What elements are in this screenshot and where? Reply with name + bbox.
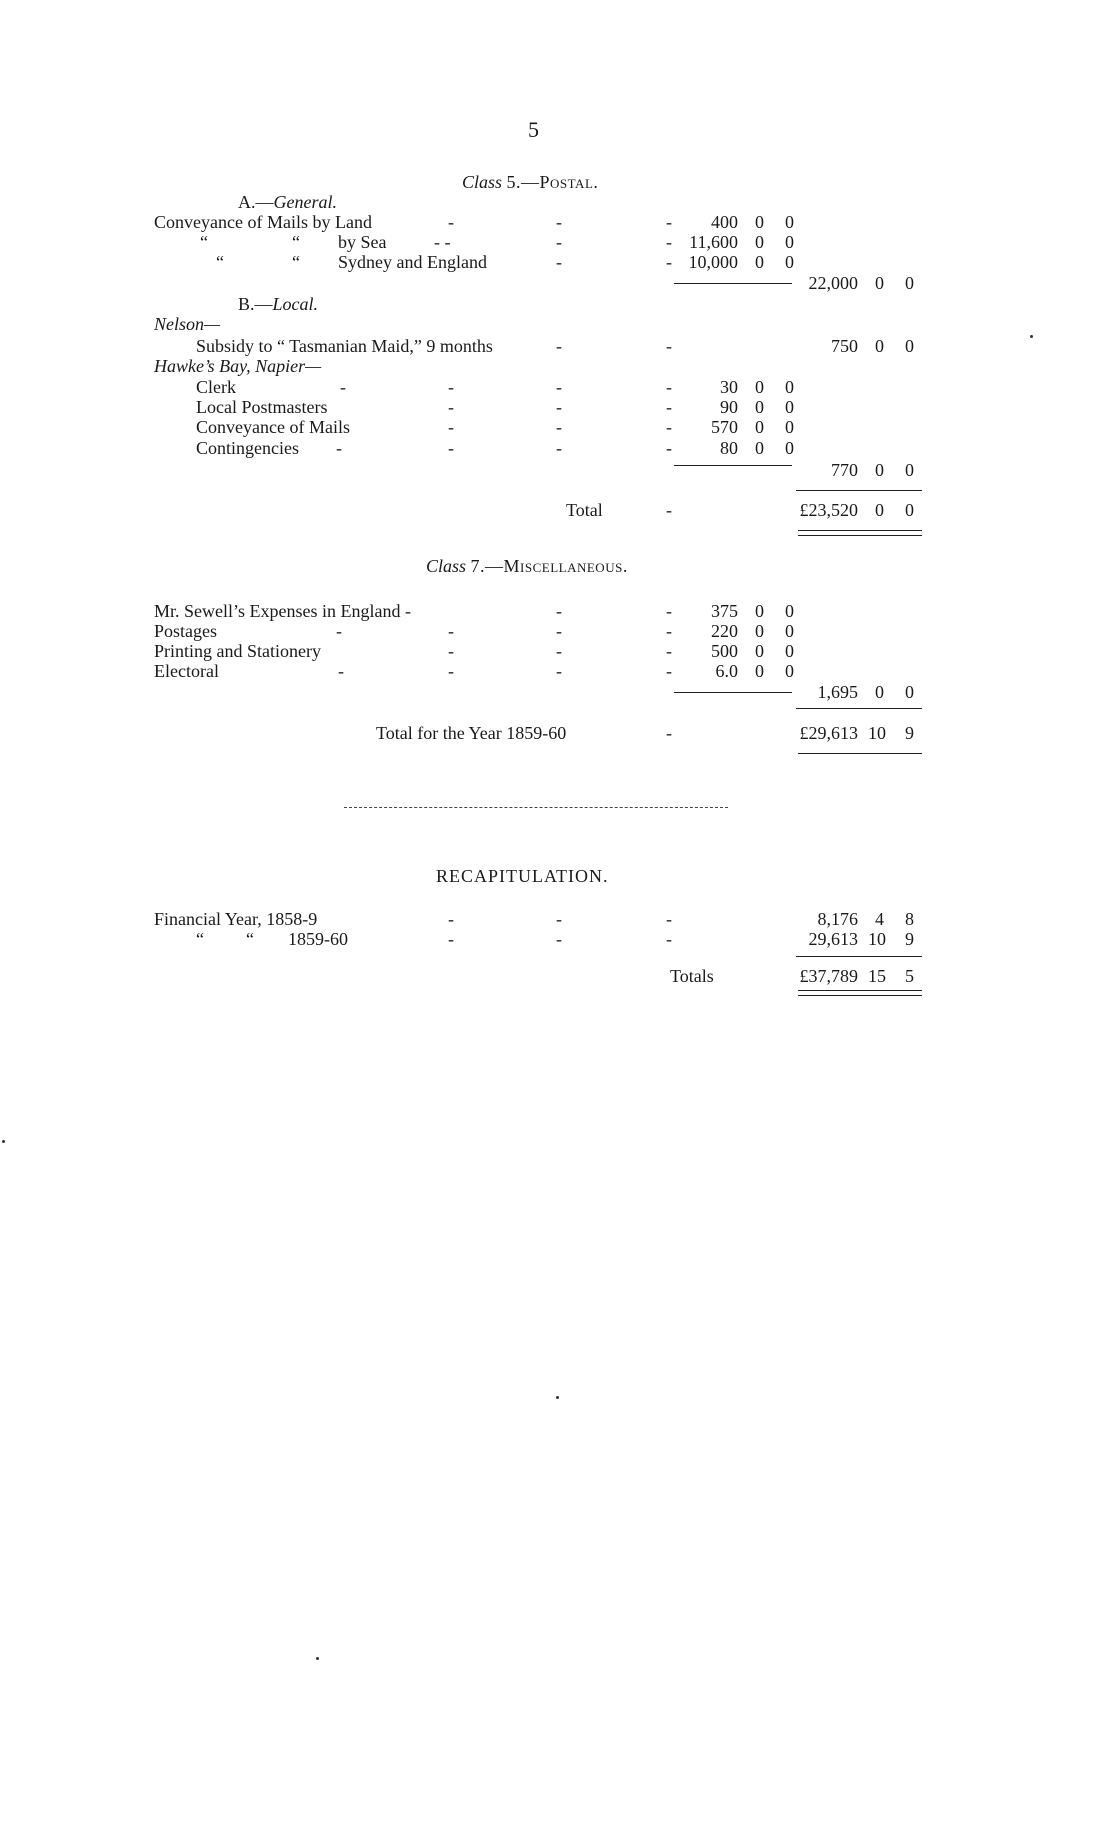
leader-dash: -: [556, 438, 562, 458]
general-total-pounds: 22,000: [808, 273, 858, 293]
amount-pounds: 10,000: [688, 252, 738, 272]
postal-total-pounds: £23,520: [799, 500, 858, 520]
double-rule: [798, 753, 922, 754]
misc-total-pence: 0: [905, 682, 914, 702]
leader-dash: -: [556, 252, 562, 272]
local-heading: B.—Local.: [238, 294, 319, 314]
leader-dash: - -: [434, 232, 451, 252]
misc-total-pounds: 1,695: [817, 682, 858, 702]
hawkes-total-shillings: 0: [875, 460, 884, 480]
print-speck: [2, 1140, 5, 1143]
double-rule: [798, 535, 922, 536]
leader-dash: -: [666, 417, 672, 437]
leader-dash: -: [666, 723, 672, 743]
amount-shillings: 0: [755, 438, 764, 458]
amount-shillings: 0: [755, 397, 764, 417]
misc-row-label: Electoral: [154, 661, 219, 681]
recap-row-label: Financial Year, 1858-9: [154, 909, 318, 929]
leader-dash: -: [556, 377, 562, 397]
leader-dash: -: [556, 661, 562, 681]
hawkes-row-label: Local Postmasters: [196, 397, 328, 417]
page-number: 5: [528, 117, 539, 142]
leader-dash: -: [666, 232, 672, 252]
leader-dash: -: [448, 417, 454, 437]
misc-row-label: Mr. Sewell’s Expenses in England -: [154, 601, 411, 621]
postal-total-shillings: 0: [875, 500, 884, 520]
hawkes-bay-heading: Hawke’s Bay, Napier—: [154, 356, 322, 376]
leader-dash: -: [666, 661, 672, 681]
leader-dash: -: [448, 397, 454, 417]
amount-shillings: 0: [755, 417, 764, 437]
total-rule: [796, 490, 922, 491]
leader-dash: -: [666, 601, 672, 621]
hawkes-total-pounds: 770: [831, 460, 858, 480]
postal-heading: Class 5.—Postal.: [462, 172, 599, 192]
recap-shillings: 10: [868, 929, 886, 949]
leader-dash: -: [338, 661, 344, 681]
amount-pounds: 220: [711, 621, 738, 641]
amount-pence: 0: [785, 377, 794, 397]
leader-dash: -: [448, 212, 454, 232]
year-total-shillings: 10: [868, 723, 886, 743]
year-total-label: Total for the Year 1859-60: [376, 723, 567, 743]
leader-dash: -: [666, 336, 672, 356]
leader-dash: -: [666, 909, 672, 929]
recap-totals-label: Totals: [670, 966, 714, 986]
recap-pence: 9: [905, 929, 914, 949]
recap-pounds: 8,176: [817, 909, 858, 929]
leader-dash: -: [556, 417, 562, 437]
leader-dash: -: [556, 909, 562, 929]
amount-pounds: 30: [720, 377, 738, 397]
leader-dash: -: [448, 909, 454, 929]
leader-dash: -: [336, 621, 342, 641]
amount-pounds: 375: [711, 601, 738, 621]
leader-dash: -: [666, 621, 672, 641]
misc-heading: Class 7.—Miscellaneous.: [426, 556, 628, 576]
leader-dash: -: [556, 929, 562, 949]
double-rule: [798, 995, 922, 996]
print-speck: [556, 1396, 559, 1399]
leader-dash: -: [666, 500, 672, 520]
nelson-heading: Nelson—: [154, 314, 221, 334]
section-separator: [344, 807, 728, 808]
amount-shillings: 0: [755, 621, 764, 641]
general-total-pence: 0: [905, 273, 914, 293]
leader-dash: -: [448, 929, 454, 949]
recap-totals-pence: 5: [905, 966, 914, 986]
total-rule: [796, 956, 922, 957]
leader-dash: -: [448, 377, 454, 397]
nelson-total-shillings: 0: [875, 336, 884, 356]
amount-shillings: 0: [755, 377, 764, 397]
postal-total-pence: 0: [905, 500, 914, 520]
amount-pence: 0: [785, 438, 794, 458]
amount-pounds: 6.0: [715, 661, 738, 681]
amount-shillings: 0: [755, 232, 764, 252]
print-speck: [316, 1657, 319, 1660]
misc-total-shillings: 0: [875, 682, 884, 702]
leader-dash: -: [666, 641, 672, 661]
subtotal-rule: [674, 465, 792, 466]
recap-pounds: 29,613: [808, 929, 858, 949]
amount-pounds: 11,600: [689, 232, 738, 252]
amount-pence: 0: [785, 397, 794, 417]
leader-dash: -: [448, 661, 454, 681]
leader-dash: -: [666, 212, 672, 232]
recap-totals-pounds: £37,789: [799, 966, 858, 986]
leader-dash: -: [666, 397, 672, 417]
general-row-label: by Sea: [338, 232, 387, 252]
amount-pence: 0: [785, 641, 794, 661]
ditto-mark: “: [216, 252, 224, 272]
amount-pounds: 80: [720, 438, 738, 458]
hawkes-total-pence: 0: [905, 460, 914, 480]
recap-pence: 8: [905, 909, 914, 929]
leader-dash: -: [556, 641, 562, 661]
amount-shillings: 0: [755, 661, 764, 681]
amount-pence: 0: [785, 601, 794, 621]
amount-pounds: 570: [711, 417, 738, 437]
leader-dash: -: [556, 397, 562, 417]
leader-dash: -: [448, 621, 454, 641]
misc-row-label: Postages: [154, 621, 217, 641]
leader-dash: -: [556, 621, 562, 641]
general-heading: A.—General.: [238, 192, 337, 212]
ditto-mark: “: [292, 232, 300, 252]
amount-pence: 0: [785, 417, 794, 437]
leader-dash: -: [448, 641, 454, 661]
recap-shillings: 4: [875, 909, 884, 929]
general-row-label: Sydney and England: [338, 252, 487, 272]
leader-dash: -: [666, 438, 672, 458]
leader-dash: -: [556, 601, 562, 621]
amount-pence: 0: [785, 252, 794, 272]
amount-pounds: 90: [720, 397, 738, 417]
leader-dash: -: [666, 252, 672, 272]
ditto-mark: “: [246, 929, 254, 949]
ditto-mark: “: [292, 252, 300, 272]
hawkes-row-label: Contingencies: [196, 438, 299, 458]
print-speck: [1030, 335, 1033, 338]
recap-heading: RECAPITULATION.: [436, 866, 609, 886]
amount-shillings: 0: [755, 601, 764, 621]
amount-shillings: 0: [755, 212, 764, 232]
leader-dash: -: [556, 336, 562, 356]
misc-row-label: Printing and Stationery: [154, 641, 321, 661]
amount-shillings: 0: [755, 252, 764, 272]
amount-pounds: 400: [711, 212, 738, 232]
leader-dash: -: [666, 377, 672, 397]
recap-row-label: 1859-60: [288, 929, 348, 949]
ditto-mark: “: [196, 929, 204, 949]
nelson-row-label: Subsidy to “ Tasmanian Maid,” 9 months: [196, 336, 493, 356]
hawkes-row-label: Clerk: [196, 377, 236, 397]
hawkes-row-label: Conveyance of Mails: [196, 417, 350, 437]
general-row-label: Conveyance of Mails by Land: [154, 212, 372, 232]
leader-dash: -: [336, 438, 342, 458]
amount-shillings: 0: [755, 641, 764, 661]
subtotal-rule: [674, 692, 792, 693]
nelson-total-pounds: 750: [831, 336, 858, 356]
leader-dash: -: [556, 212, 562, 232]
amount-pounds: 500: [711, 641, 738, 661]
amount-pence: 0: [785, 232, 794, 252]
year-total-pence: 9: [905, 723, 914, 743]
recap-totals-shillings: 15: [868, 966, 886, 986]
ditto-mark: “: [200, 232, 208, 252]
double-rule: [798, 530, 922, 531]
leader-dash: -: [556, 232, 562, 252]
amount-pence: 0: [785, 661, 794, 681]
subtotal-rule: [674, 283, 792, 284]
leader-dash: -: [448, 438, 454, 458]
leader-dash: -: [666, 929, 672, 949]
amount-pence: 0: [785, 212, 794, 232]
year-total-pounds: £29,613: [799, 723, 858, 743]
postal-total-label: Total: [566, 500, 603, 520]
nelson-total-pence: 0: [905, 336, 914, 356]
double-rule: [798, 990, 922, 991]
amount-pence: 0: [785, 621, 794, 641]
general-total-shillings: 0: [875, 273, 884, 293]
leader-dash: -: [340, 377, 346, 397]
total-rule: [796, 708, 922, 709]
